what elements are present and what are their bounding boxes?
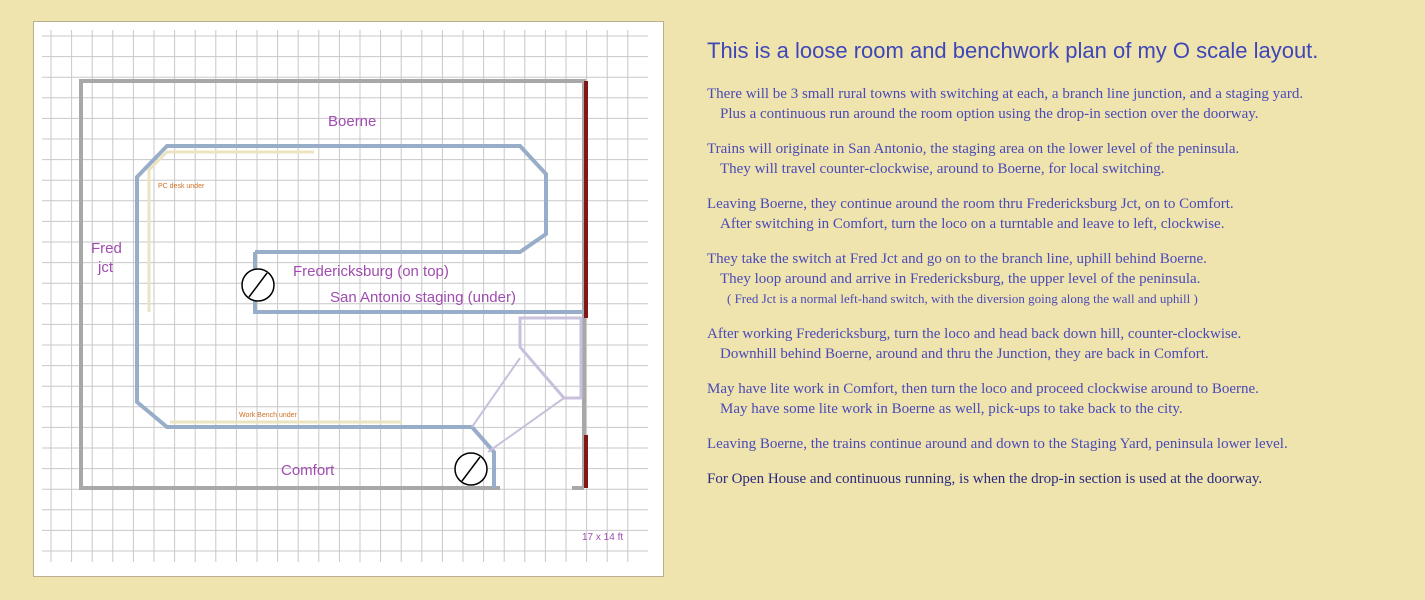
drop-in-rail-2: [488, 398, 564, 452]
note-line: After switching in Comfort, turn the loco on a turntable and leave to left, clockwise.: [720, 216, 1225, 232]
label-san-antonio: San Antonio staging (under): [330, 289, 516, 306]
plan-drawing: [34, 22, 665, 578]
label-pc-desk: PC desk under: [158, 183, 205, 190]
note-line: After working Fredericksburg, turn the loco and head back down hill, counter-clockwise.: [707, 326, 1242, 342]
note-line: They loop around and arrive in Fredericksburg, the upper level of the peninsula.: [720, 271, 1201, 287]
label-fred-jct-1: Fred: [91, 240, 122, 257]
note-line: They will travel counter-clockwise, around to Boerne, for local switching.: [720, 161, 1165, 177]
note-line: Leaving Boerne, they continue around the room thru Fredericksburg Jct, on to Comfort.: [707, 196, 1234, 212]
note-line: Leaving Boerne, the trains continue around and down to the Staging Yard, peninsula lower level.: [707, 436, 1288, 452]
note-line: There will be 3 small rural towns with switching at each, a branch line junction, and a staging yard.: [707, 86, 1304, 102]
benchwork-outer: [137, 146, 546, 488]
pc-desk-shelf: [149, 152, 314, 312]
notes-heading: This is a loose room and benchwork plan of my O scale layout.: [707, 38, 1319, 63]
label-fred-jct-2: jct: [98, 259, 113, 276]
note-paragraph-6: [707, 379, 1407, 419]
note-paragraph-5: [707, 324, 1407, 364]
note-line: May have lite work in Comfort, then turn the loco and proceed clockwise around to Boerne.: [707, 381, 1259, 397]
label-work-bench: Work Bench under: [239, 412, 297, 419]
note-line: For Open House and continuous running, is when the drop-in section is used at the doorway.: [707, 471, 1263, 487]
note-paragraph-1: [707, 84, 1407, 124]
turntable-comfort: [455, 453, 487, 485]
note-line: Plus a continuous run around the room option using the drop-in section over the doorway.: [720, 106, 1259, 122]
plan-panel: [33, 21, 664, 577]
note-line: Trains will originate in San Antonio, the staging area on the lower level of the peninsula.: [707, 141, 1240, 157]
note-line: ( Fred Jct is a normal left-hand switch, with the diversion going along the wall and uphill ): [727, 291, 1198, 306]
note-paragraph-8: [707, 469, 1407, 489]
note-paragraph-3: [707, 194, 1407, 234]
note-paragraph-7: [707, 434, 1407, 454]
turntable-fredericksburg: [242, 269, 274, 301]
note-line: They take the switch at Fred Jct and go on to the branch line, uphill behind Boerne.: [707, 251, 1207, 267]
notes-panel: [707, 38, 1407, 504]
label-fredericksburg: Fredericksburg (on top): [293, 263, 449, 280]
note-paragraph-2: [707, 139, 1407, 179]
note-line: Downhill behind Boerne, around and thru the Junction, they are back in Comfort.: [720, 346, 1209, 362]
label-comfort: Comfort: [281, 462, 335, 479]
note-paragraph-4: [707, 249, 1407, 309]
label-dimensions: 17 x 14 ft: [582, 532, 624, 543]
drop-in-rail-1: [472, 358, 520, 427]
label-boerne: Boerne: [328, 113, 377, 130]
note-line: May have some lite work in Boerne as well, pick-ups to take back to the city.: [720, 401, 1183, 417]
